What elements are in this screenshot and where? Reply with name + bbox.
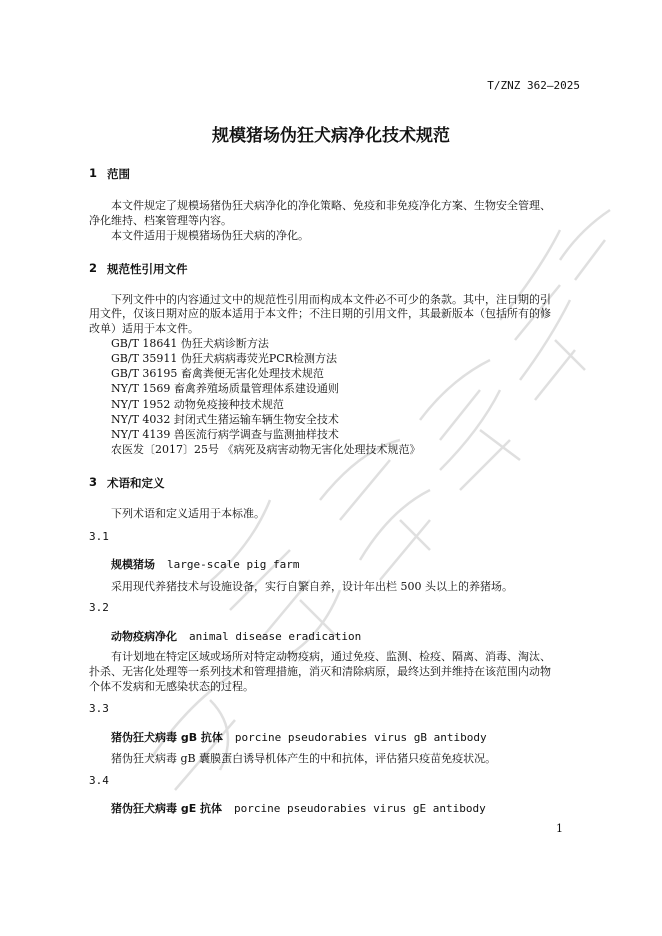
paragraph: 下列文件中的内容通过文中的规范性引用而构成本文件必不可少的条款。其中，注日期的引 <box>111 293 551 306</box>
reference-item: GB/T 18641 伪狂犬病诊断方法 <box>111 337 269 350</box>
term-en: animal disease eradication <box>189 630 362 643</box>
term-title <box>111 625 361 644</box>
term-definition: 有计划地在特定区域或场所对特定动物疫病，通过免疫、监测、检疫、隔离、消毒、淘汰、 <box>111 650 551 663</box>
term-number: 3.4 <box>89 774 109 787</box>
reference-item: 农医发〔2017〕25号 《病死及病害动物无害化处理技术规范》 <box>111 443 421 456</box>
section-3-number: 3 <box>89 475 98 489</box>
section-1-heading: 范围 <box>107 167 130 181</box>
reference-item: NY/T 1952 动物免疫接种技术规范 <box>111 398 284 411</box>
page-number: 1 <box>556 822 563 835</box>
term-title <box>111 726 487 745</box>
paragraph: 本文件适用于规模猪场伪狂犬病的净化。 <box>111 229 309 242</box>
reference-item: GB/T 36195 畜禽粪便无害化处理技术规范 <box>111 367 324 380</box>
paragraph: 本文件规定了规模场猪伪狂犬病净化的净化策略、免疫和非免疫净化方案、生物安全管理、 <box>111 199 551 212</box>
term-definition: 个体不发病和无感染状态的过程。 <box>89 680 254 693</box>
term-definition: 采用现代养猪技术与设施设备，实行自繁自养，设计年出栏 500 头以上的养猪场。 <box>111 580 513 593</box>
section-2-heading: 规范性引用文件 <box>107 262 188 276</box>
term-number: 3.2 <box>89 601 109 614</box>
reference-item: NY/T 4139 兽医流行病学调查与监测抽样技术 <box>111 428 339 441</box>
section-1-number: 1 <box>89 166 98 180</box>
page-title: 规模猪场伪狂犬病净化技术规范 <box>212 126 450 146</box>
term-cn: 猪伪狂犬病毒 gB 抗体 <box>111 731 223 744</box>
reference-item: NY/T 1569 畜禽养殖场质量管理体系建设通则 <box>111 382 339 395</box>
term-number: 3.3 <box>89 702 109 715</box>
term-title <box>111 553 299 572</box>
term-title <box>111 797 486 816</box>
paragraph: 净化维持、档案管理等内容。 <box>89 214 232 227</box>
term-en: porcine pseudorabies virus gE antibody <box>234 802 486 815</box>
paragraph: 下列术语和定义适用于本标准。 <box>111 507 265 520</box>
term-definition: 猪伪狂犬病毒 gB 囊膜蛋白诱导机体产生的中和抗体，评估猪只疫苗免疫状况。 <box>111 752 497 765</box>
term-cn: 猪伪狂犬病毒 gE 抗体 <box>111 802 223 815</box>
term-en: porcine pseudorabies virus gB antibody <box>234 731 487 744</box>
document-code: T/ZNZ 362—2025 <box>487 79 580 92</box>
section-2-number: 2 <box>89 261 98 275</box>
reference-item: GB/T 35911 伪狂犬病病毒荧光PCR检测方法 <box>111 352 337 365</box>
term-definition: 扑杀、无害化处理等一系列技术和管理措施，消灭和清除病原，最终达到并维持在该范围内动物 <box>89 665 551 678</box>
term-cn: 规模猪场 <box>111 558 155 571</box>
paragraph: 用文件，仅该日期对应的版本适用于本文件；不注日期的引用文件，其最新版本（包括所有的修 <box>89 307 551 320</box>
term-en: large-scale pig farm <box>167 558 300 571</box>
reference-item: NY/T 4032 封闭式生猪运输车辆生物安全技术 <box>111 413 339 426</box>
section-3-heading: 术语和定义 <box>107 476 165 490</box>
term-number: 3.1 <box>89 530 109 543</box>
paragraph: 改单）适用于本文件。 <box>89 322 199 335</box>
term-cn: 动物疫病净化 <box>111 630 177 643</box>
